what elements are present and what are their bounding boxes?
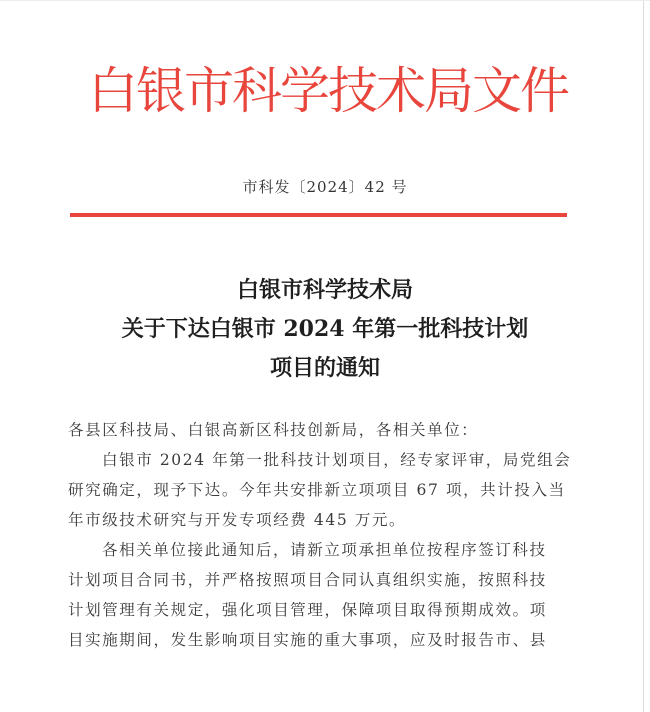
title-line-issuer: 白银市科学技术局 [236, 277, 413, 303]
paragraph-line: 目实施期间，发生影响项目实施的重大事项，应及时报告市、县 [68, 631, 547, 649]
paragraph-line: 研究确定，现予下达。今年共安排新立项项目 67 项，共计投入当 [68, 481, 566, 499]
title-line-type: 项目的通知 [269, 355, 380, 381]
paragraph-line: 各相关单位接此通知后，请新立项承担单位按程序签订科技 [102, 541, 547, 559]
red-header-rule [70, 213, 567, 217]
document-title [0, 271, 650, 388]
paragraph-requirements [68, 535, 568, 655]
paragraph-line: 计划项目合同书，并严格按照项目合同认真组织实施，按照科技 [68, 571, 547, 589]
document-body [68, 415, 572, 655]
paragraph-line: 年市级技术研究与开发专项经费 445 万元。 [68, 511, 407, 529]
paragraph-line: 计划管理有关规定，强化项目管理，保障项目取得预期成效。项 [68, 601, 547, 619]
paragraph-announcement [68, 445, 572, 535]
document-masthead: 白银市科学技术局文件 [88, 62, 568, 120]
document-number: 市科发〔2024〕42 号 [242, 178, 408, 196]
paragraph-line: 白银市 2024 年第一批科技计划项目，经专家评审，局党组会 [102, 451, 572, 469]
title-line-subject: 关于下达白银市 2024 年第一批科技计划 [121, 316, 529, 342]
salutation: 各县区科技局、白银高新区科技创新局，各相关单位： [68, 421, 479, 439]
